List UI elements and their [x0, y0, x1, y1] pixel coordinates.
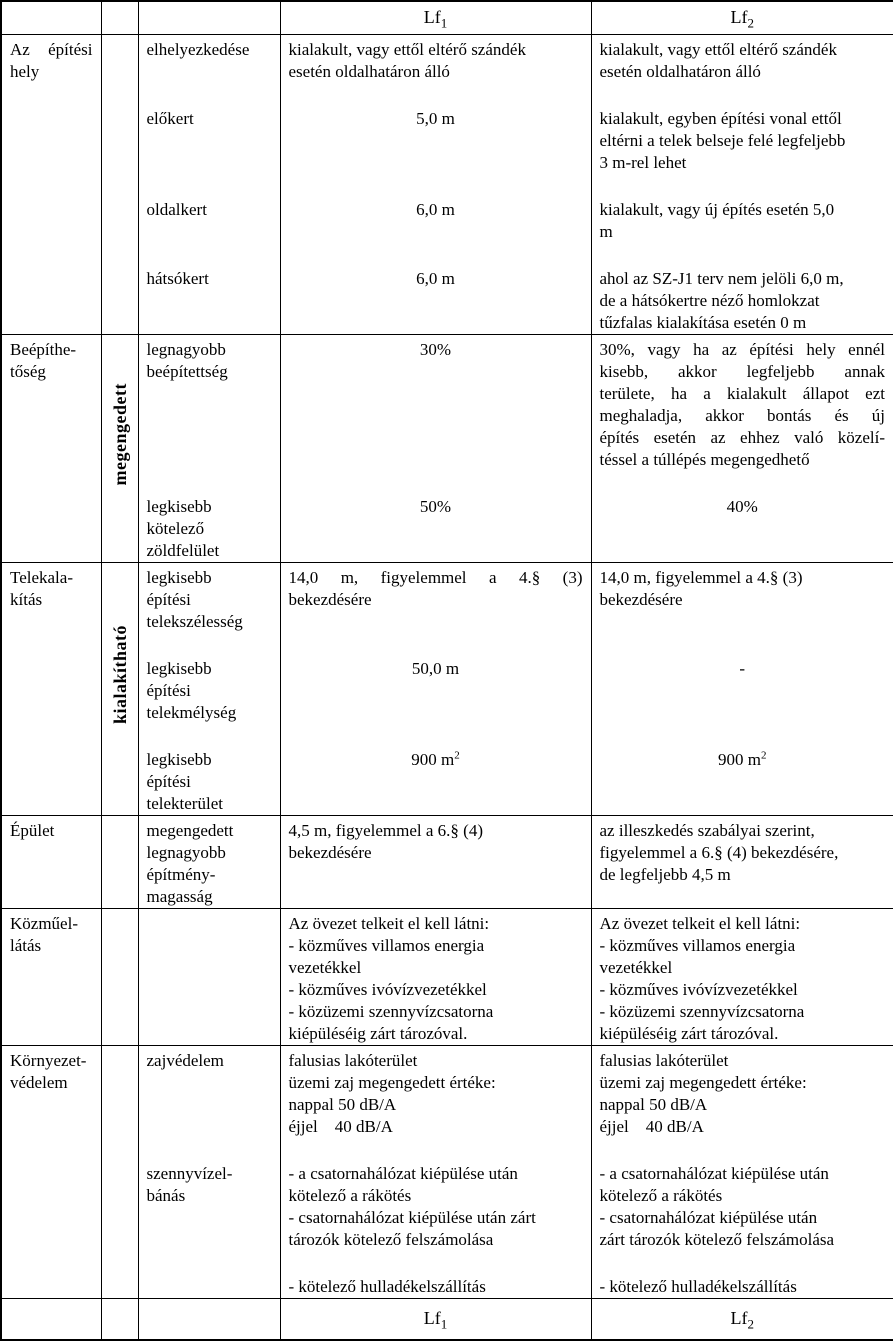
text-line: éjjel 40 dB/A [599, 1116, 704, 1136]
text-line: zárt tározók kötelező felszámolása [599, 1229, 835, 1249]
text-line: - közüzemi szennyvízcsatorna [288, 1001, 494, 1021]
lf2-value-hatsokert [591, 264, 893, 335]
lf2-value-oldalkert [591, 195, 893, 264]
footer-label-lf2 [591, 1298, 893, 1340]
text-line: 3 m-rel lehet [599, 152, 687, 172]
lf2-value-hulladekelszallitas [591, 1272, 893, 1299]
section-row-telekalakitas [1, 562, 893, 654]
text-line: elhelyezkedése [146, 39, 250, 59]
text-line: építési [146, 771, 191, 791]
text-line: kialakult, egyben építési vonal ettől [599, 108, 842, 128]
text-line: telekmélység [146, 702, 237, 722]
parameter-cell-szennyvizelbanas [138, 1159, 280, 1272]
text-line: legkisebb [146, 658, 212, 678]
section-row-kozmuellatas [1, 908, 893, 1045]
text-line: beépítettség [146, 361, 228, 381]
text-line: - a csatornahálózat kiépülése után [288, 1163, 518, 1183]
text-line: előkert [146, 108, 194, 128]
text-line: kialakult, vagy ettől eltérő szándék [599, 39, 837, 59]
lf2-value-beepitettseg [591, 334, 893, 492]
parameter-cell-oldalkert [138, 195, 280, 264]
text-line: szennyvízel- [146, 1163, 233, 1183]
lf2-value-zoldfelulet: 40% [591, 492, 893, 563]
parameter-cell-elokert [138, 104, 280, 195]
section-row-beepithetoseg [1, 334, 893, 492]
text-line: Az övezet telkeit el kell látni: [288, 913, 490, 933]
text-line: legnagyobb [146, 339, 226, 359]
lf2-value-epitmenymagassag [591, 815, 893, 908]
lf1-value-oldalkert: 6,0 m [280, 195, 591, 264]
text-line: magasság [146, 886, 213, 906]
text-line: tőség [10, 361, 46, 381]
parameter-cell-empty [138, 908, 280, 1045]
text-line: vezetékkel [599, 957, 673, 977]
header-cell-modifier [101, 1, 138, 34]
lf1-value-hatsokert: 6,0 m [280, 264, 591, 335]
text-line: vezetékkel [288, 957, 362, 977]
text-line: zajvédelem [146, 1050, 224, 1070]
parameter-cell-zoldfelulet [138, 492, 280, 563]
text-line: építés esetén az ehhez való közelí- [599, 427, 885, 447]
lf1-value-zajvedelem [280, 1045, 591, 1159]
text-line: Az övezet telkeit el kell látni: [599, 913, 801, 933]
text-line: telekterület [146, 793, 223, 813]
text-line: üzemi zaj megengedett értéke: [599, 1072, 807, 1092]
section-row-kornyezetvedelem [1, 1045, 893, 1159]
parameter-cell-telekmelyseg [138, 654, 280, 745]
lf1-value-szennyvizelbanas [280, 1159, 591, 1272]
footer-label-lf1 [280, 1298, 591, 1340]
lf2-label: $Lf_2$ [730, 1308, 754, 1332]
text-line: legkisebb [146, 567, 212, 587]
text-line: oldalkert [146, 199, 207, 219]
text-line: Az építési [10, 39, 93, 59]
lf1-value-elhelyezkedese [280, 34, 591, 104]
lf2-value-telekterulet: 900 $m^2$ [591, 745, 893, 816]
text-line: kisebb, akkor legfeljebb annak [599, 361, 885, 381]
text-line: nappal 50 dB/A [599, 1094, 708, 1114]
text-line: építési [146, 680, 191, 700]
footer-cell-modifier [101, 1298, 138, 1340]
modifier-cell-empty [101, 34, 138, 334]
text-line: kötelező a rákötés [288, 1185, 412, 1205]
text-line: megengedett [146, 820, 234, 840]
text-line: látás [10, 935, 42, 955]
text-line: kialakult, vagy új építés esetén 5,0 [599, 199, 835, 219]
text-line: kötelező [146, 518, 205, 538]
category-cell-telekalakitas [1, 562, 101, 815]
category-cell-az-epitesi-hely [1, 34, 101, 334]
modifier-cell-empty [101, 908, 138, 1045]
text-line: bekezdésére [288, 842, 372, 862]
text-line: kötelező a rákötés [599, 1185, 723, 1205]
section-row-az-epitesi-hely [1, 34, 893, 104]
header-row [1, 1, 893, 34]
text-line: legkisebb [146, 496, 212, 516]
text-line: esetén oldalhatáron álló [288, 61, 450, 81]
text-line: 4,5 m, figyelemmel a 6.§ (4) [288, 820, 484, 840]
lf1-value-telekmelyseg: 50,0 m [280, 654, 591, 745]
text-line: zöldfelület [146, 540, 220, 560]
text-line: - közműves villamos energia [599, 935, 796, 955]
text-line: esetén oldalhatáron álló [599, 61, 761, 81]
category-cell-kornyezetvedelem [1, 1045, 101, 1298]
modifier-cell-megengedett [101, 334, 138, 562]
parameter-cell-telekterulet [138, 745, 280, 816]
text-line: 30%, vagy ha az építési hely ennél [599, 339, 885, 359]
text-line: hely [10, 61, 40, 81]
text-line: de legfeljebb 4,5 m [599, 864, 731, 884]
text-line: területe, ha a kialakult állapot ezt [599, 383, 885, 403]
lf1-value-zoldfelulet: 50% [280, 492, 591, 563]
text-line: védelem [10, 1072, 68, 1092]
text-line: eltérni a telek belseje felé legfeljebb [599, 130, 846, 150]
text-line: legkisebb [146, 749, 212, 769]
text-line: meghaladja, akkor bontás és új [599, 405, 885, 425]
text-line: kiépüléséig zárt tározóval. [599, 1023, 779, 1043]
text-line: tűzfalas kialakítása esetén 0 m [599, 312, 807, 332]
lf1-value-hulladekelszallitas [280, 1272, 591, 1299]
footer-row [1, 1298, 893, 1340]
text-line: de a hátsókertre néző homlokzat [599, 290, 820, 310]
vertical-modifier-label: megengedett [109, 383, 130, 486]
text-line: ahol az SZ-J1 terv nem jelöli 6,0 m, [599, 268, 844, 288]
text-line: falusias lakóterület [288, 1050, 418, 1070]
text-line: tározók kötelező felszámolása [288, 1229, 494, 1249]
text-line: - kötelező hulladékelszállítás [288, 1276, 486, 1296]
text-line: az illeszkedés szabályai szerint, [599, 820, 815, 840]
parameter-cell-zajvedelem [138, 1045, 280, 1159]
parameter-cell-telekszelesseg [138, 562, 280, 654]
modifier-cell-kialakithato [101, 562, 138, 815]
text-line: Közműel- [10, 913, 78, 933]
lf1-value-telekszelesseg [280, 562, 591, 654]
lf1-value-elokert: 5,0 m [280, 104, 591, 195]
text-line: - a csatornahálózat kiépülése után [599, 1163, 829, 1183]
text-line: bekezdésére [599, 589, 683, 609]
text-line: - közműves ivóvízvezetékkel [288, 979, 487, 999]
text-line: építési [146, 589, 191, 609]
footer-cell-parameter [138, 1298, 280, 1340]
text-line: bánás [146, 1185, 186, 1205]
header-cell-parameter [138, 1, 280, 34]
text-line: - csatornahálózat kiépülése után zárt [288, 1207, 536, 1227]
section-row-epulet [1, 815, 893, 908]
lf1-value-telekterulet: 900 $m^2$ [280, 745, 591, 816]
lf2-value-szennyvizelbanas [591, 1159, 893, 1272]
text-line: kialakult, vagy ettől eltérő szándék [288, 39, 526, 59]
footer-cell-category [1, 1298, 101, 1340]
text-line: figyelemmel a 6.§ (4) bekezdésére, [599, 842, 839, 862]
text-line: éjjel 40 dB/A [288, 1116, 393, 1136]
text-line: nappal 50 dB/A [288, 1094, 397, 1114]
category-cell-epulet [1, 815, 101, 908]
modifier-cell-empty [101, 1045, 138, 1298]
text-line: kítás [10, 589, 43, 609]
lf1-value-beepitettseg: 30% [280, 334, 591, 492]
text-line: m [599, 221, 613, 241]
text-line: téssel a túllépés megengedhető [599, 449, 810, 469]
text-line: üzemi zaj megengedett értéke: [288, 1072, 496, 1092]
lf2-value-zajvedelem [591, 1045, 893, 1159]
text-line: Telekala- [10, 567, 73, 587]
lf2-value-telekszelesseg [591, 562, 893, 654]
text-line: 14,0 m, figyelemmel a 4.§ (3) [599, 567, 803, 587]
header-cell-category [1, 1, 101, 34]
lf1-label: $Lf_1$ [423, 7, 448, 31]
text-line: bekezdésére [288, 589, 372, 609]
text-line: hátsókert [146, 268, 209, 288]
text-line: - csatornahálózat kiépülése után [599, 1207, 818, 1227]
lf2-label: $Lf_2$ [730, 7, 754, 31]
text-line: falusias lakóterület [599, 1050, 729, 1070]
lf2-value-telekmelyseg: - [591, 654, 893, 745]
text-line: - közüzemi szennyvízcsatorna [599, 1001, 805, 1021]
text-line: - kötelező hulladékelszállítás [599, 1276, 797, 1296]
text-line: - közműves villamos energia [288, 935, 485, 955]
parameter-cell-epitmenymagassag [138, 815, 280, 908]
parameter-cell-elhelyezkedese [138, 34, 280, 104]
lf1-value-kozmuellatas [280, 908, 591, 1045]
text-line: építmény- [146, 864, 216, 884]
lf2-value-kozmuellatas [591, 908, 893, 1045]
vertical-modifier-label: kialakítható [109, 625, 130, 725]
text-line: kiépüléséig zárt tározóval. [288, 1023, 468, 1043]
parameter-cell-empty [138, 1272, 280, 1299]
text-line: telekszélesség [146, 611, 243, 631]
text-line: Épület [10, 820, 55, 840]
lf1-label: $Lf_1$ [423, 1308, 448, 1332]
category-cell-kozmuellatas [1, 908, 101, 1045]
text-line: 14,0 m, figyelemmel a 4.§ (3) [288, 567, 583, 587]
column-header-lf1 [280, 1, 591, 34]
text-line: Környezet- [10, 1050, 87, 1070]
text-line: legnagyobb [146, 842, 226, 862]
modifier-cell-empty [101, 815, 138, 908]
column-header-lf2 [591, 1, 893, 34]
parameter-cell-legnagyobb-beepitettseg [138, 334, 280, 492]
category-cell-beepithetoseg [1, 334, 101, 562]
lf2-value-elokert [591, 104, 893, 195]
lf2-value-elhelyezkedese [591, 34, 893, 104]
lf1-value-epitmenymagassag [280, 815, 591, 908]
parameter-cell-hatsokert [138, 264, 280, 335]
text-line: Beépíthe- [10, 339, 77, 359]
text-line: - közműves ivóvízvezetékkel [599, 979, 798, 999]
